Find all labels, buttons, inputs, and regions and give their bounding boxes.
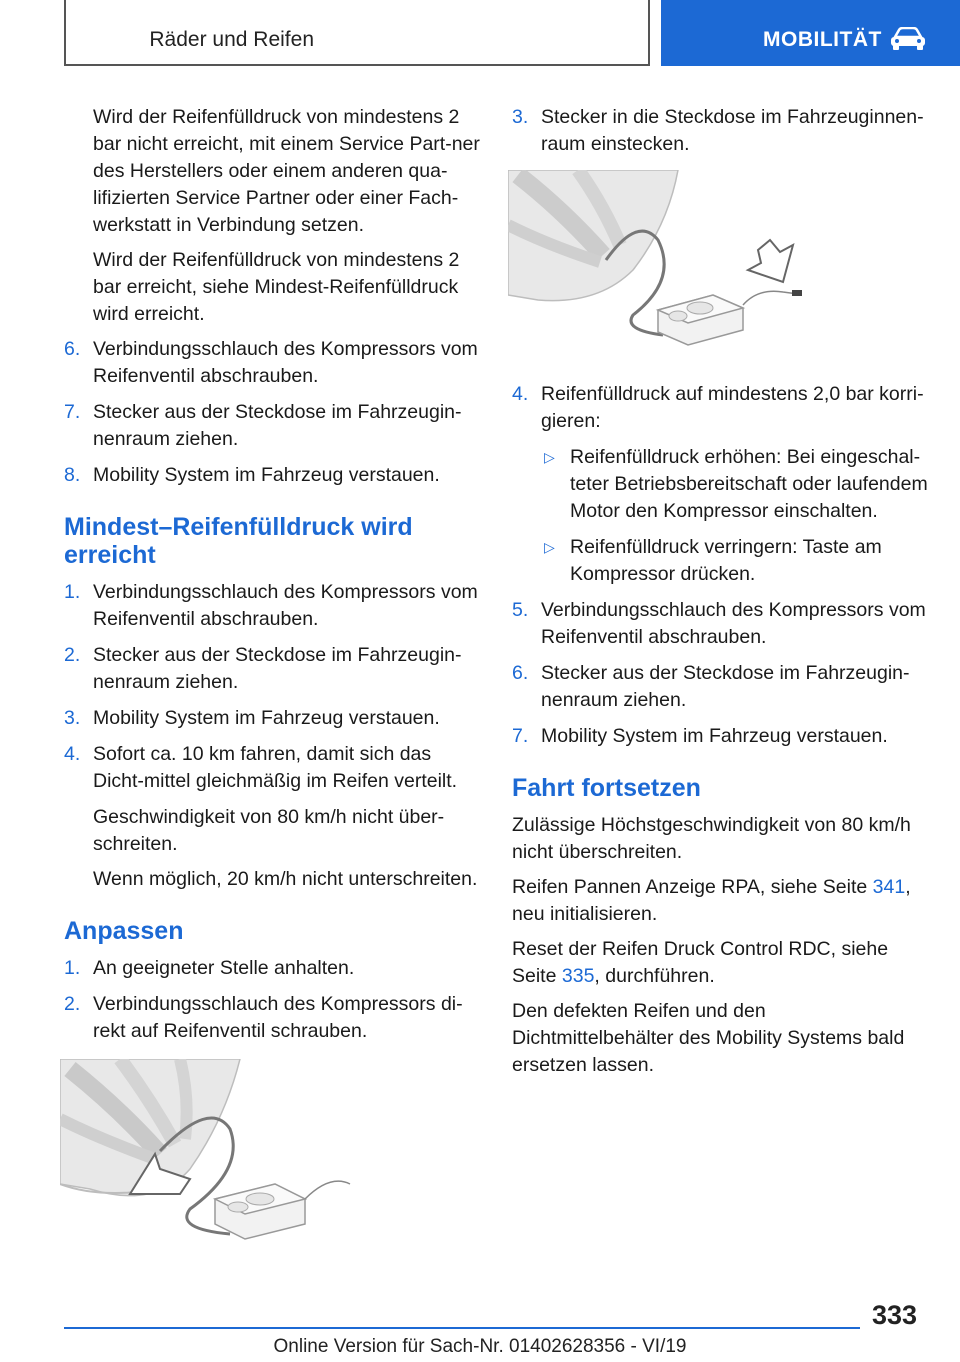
header-section-box [64,0,650,66]
step-number: 6. [64,338,81,360]
step-number: 1. [64,581,81,603]
sub-list-item [512,534,932,588]
step-text: Stecker aus der Steckdose im Fahrzeugin-nenraum ziehen. [541,662,910,711]
step-text: Sofort ca. 10 km fahren, damit sich das Dicht-mittel gleichmäßig im Reifen verteilt. [93,743,458,792]
step-text: Mobility System im Fahrzeug verstauen. [93,707,440,729]
page-link-335[interactable]: 335 [561,965,595,987]
step-text: Mobility System im Fahrzeug verstauen. [93,464,440,486]
footer-divider [64,1327,860,1329]
header-chapter-title: MOBILITÄT [763,28,882,51]
compressor-valve-illustration [60,1059,360,1244]
step-text: Verbindungsschlauch des Kompressors vom Reifenventil abschrauben. [541,599,926,648]
body-paragraph: Zulässige Höchstgeschwindigkeit von 80 km/h nicht überschreiten. [512,814,911,863]
section-heading: Anpassen [64,917,184,945]
list-item [512,660,932,714]
list-item [512,381,932,435]
step-number: 1. [64,957,81,979]
triangle-bullet-icon: ▷ [544,449,555,465]
body-paragraph [512,874,932,928]
step-text: Mobility System im Fahrzeug verstauen. [541,725,888,747]
right-column [512,104,932,1087]
step-number: 5. [512,599,529,621]
rdc-text-end: , durchführen. [594,965,715,987]
list-item [512,104,932,158]
rdc-text: Reset der Reifen Druck Control RDC, siehe Seite [512,938,889,987]
step-number: 8. [64,464,81,486]
list-item [64,399,480,453]
step-note: Geschwindigkeit von 80 km/h nicht über-schreiten. [93,806,445,855]
section-heading: Mindest–Reifenfülldruck wird erreicht [64,513,413,569]
list-item [64,579,480,633]
footer-online-version: Online Version für Sach-Nr. 01402628356 - VI/19 [273,1336,687,1357]
list-item [64,705,480,732]
section-heading: Fahrt fortsetzen [512,774,701,802]
list-item [64,955,480,982]
list-item [64,991,480,1045]
sub-item-text: Reifenfülldruck erhöhen: Bei eingeschal-teter Betriebsbereitschaft oder laufendem Motor den Kompressor einschalten. [570,446,928,522]
intro-paragraph: Wird der Reifenfülldruck von mindestens 2 bar nicht erreicht, mit einem Service Part-ner des Herstellers oder einem anderen qua-lifizierten Service Partner oder einer Fach-werkstatt in Verbindung setzen. [93,106,480,236]
step-number: 4. [512,383,529,405]
step-number: 7. [64,401,81,423]
list-item [64,462,480,489]
triangle-bullet-icon: ▷ [544,539,555,555]
sub-item-text: Reifenfülldruck verringern: Taste am Kompressor drücken. [570,536,882,585]
plug-socket-illustration [508,170,808,355]
step-number: 2. [64,644,81,666]
list-item [512,597,932,651]
step-text: An geeigneter Stelle anhalten. [93,957,355,979]
rpa-text-end: , neu initialisieren. [512,876,911,925]
header-section-title: Räder und Reifen [149,28,314,51]
intro-paragraph: Wird der Reifenfülldruck von mindestens 2 bar erreicht, siehe Mindest-Reifenfülldruck wird erreicht. [93,249,460,325]
page-number: 333 [872,1300,918,1330]
car-icon [889,27,927,51]
step-text: Verbindungsschlauch des Kompressors vom Reifenventil abschrauben. [93,338,478,387]
page-link-341[interactable]: 341 [872,876,906,898]
step-text: Reifenfülldruck auf mindestens 2,0 bar korri-gieren: [541,383,924,432]
header-chapter-tab [661,0,960,66]
step-text: Stecker aus der Steckdose im Fahrzeugin-nenraum ziehen. [93,401,462,450]
step-number: 6. [512,662,529,684]
step-number: 4. [64,743,81,765]
step-number: 3. [512,106,529,128]
step-number: 2. [64,993,81,1015]
left-column [64,104,480,1244]
sub-list-item [512,444,932,525]
list-item [512,723,932,750]
list-item [64,642,480,696]
list-item [64,336,480,390]
step-number: 3. [64,707,81,729]
step-number: 7. [512,725,529,747]
step-note: Wenn möglich, 20 km/h nicht unterschreiten. [93,868,478,890]
step-text: Stecker aus der Steckdose im Fahrzeugin-nenraum ziehen. [93,644,462,693]
step-text: Verbindungsschlauch des Kompressors vom Reifenventil abschrauben. [93,581,478,630]
body-paragraph [512,936,932,990]
step-text: Stecker in die Steckdose im Fahrzeuginnen-raum einstecken. [541,106,924,155]
rpa-text: Reifen Pannen Anzeige RPA, siehe Seite [512,876,873,898]
step-text: Verbindungsschlauch des Kompressors di-rekt auf Reifenventil schrauben. [93,993,463,1042]
list-item [64,741,480,795]
body-paragraph: Den defekten Reifen und den Dichtmittelbehälter des Mobility Systems bald ersetzen lassen. [512,1000,905,1076]
